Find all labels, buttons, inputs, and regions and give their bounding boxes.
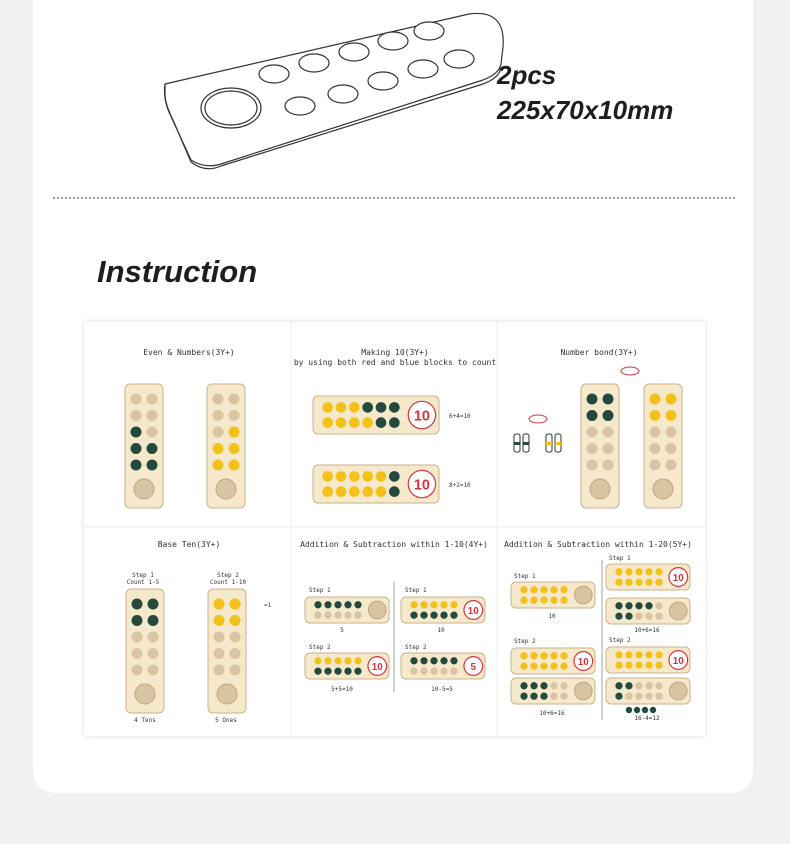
badge-number: 10 [413,408,430,425]
counter-dot [213,443,224,454]
counter-dot [615,579,622,586]
coin-icon [529,415,547,423]
counter-dot [214,665,225,676]
counter-dot [440,668,447,675]
counter-dot [376,417,387,428]
board-large-hole [368,601,386,619]
counter-dot [334,601,341,608]
coin-icon [621,367,639,375]
addsub10-d: 10-5=5 [431,686,453,693]
counter-dot [650,443,661,454]
counter-dot [131,427,142,438]
counter-dot [354,668,361,675]
counter-dot [362,402,373,413]
counter-dot [650,427,661,438]
counter-dot [650,394,661,405]
counter-dot [389,486,400,497]
counter-dot [213,410,224,421]
counter-dot [420,668,427,675]
counter-dot [635,651,642,658]
panel-baseten-title: Base Ten(3Y+) [157,540,221,549]
baseten-step2: Step 2 [217,572,239,579]
counter-dot [314,668,321,675]
counter-dot [635,579,642,586]
counter-dot [540,652,547,659]
badge-number: 10 [467,605,479,617]
counter-dot [230,632,241,643]
addsub10-step1-b: Step 1 [405,587,427,594]
counter-dot [603,427,614,438]
counter-dot [349,471,360,482]
counter-dot [645,568,652,575]
counter-dot [336,486,347,497]
counter-dot [148,632,159,643]
counter-dot [440,657,447,664]
board-large-hole [590,479,610,499]
counter-dot [615,693,622,700]
counter-dot [550,597,557,604]
counter-dot [635,568,642,575]
badge-number: 10 [413,477,430,494]
counter-dot [376,486,387,497]
panel-making10-title: Making 10(3Y+) [361,348,429,357]
counter-dot [450,601,457,608]
board-large-hole [135,684,155,704]
counter-dot [634,707,640,713]
counter-dot [324,668,331,675]
counter-dot [560,586,567,593]
counter-dot [530,682,537,689]
counter-dot [603,443,614,454]
baseten-side: =1 [264,602,272,609]
counter-dot [540,663,547,670]
dotted-divider [53,197,735,199]
counter-dot [213,460,224,471]
counter-dot [230,599,241,610]
dimensions-text: 225x70x10mm [497,95,674,125]
counter-dot [655,579,662,586]
counter-dot [530,652,537,659]
counter-dot [148,648,159,659]
counter-dot [389,402,400,413]
counter-dot [625,602,632,609]
counter-dot [587,394,598,405]
baseten-step2-sub: Count 1-10 [209,579,247,586]
counter-dot [666,410,677,421]
quantity-text: 2pcs [497,60,557,90]
counter-dot [410,657,417,664]
counter-dot [550,652,557,659]
badge-number: 10 [371,661,383,673]
counter-dot [354,657,361,664]
counter-dot [530,597,537,604]
counter-dot [229,443,240,454]
counter-dot [440,612,447,619]
counter-dot [376,471,387,482]
counter-dot [131,443,142,454]
baseten-step1-sub: Count 1-5 [126,579,160,586]
baseten-label1: 4 Tens [134,717,156,724]
counter-dot [324,657,331,664]
counter-dot [349,417,360,428]
counter-dot [148,615,159,626]
making10-eq1: 6+4=10 [449,413,471,420]
addsub20-step2-b: Step 2 [609,637,631,644]
counter-dot [635,693,642,700]
counter-dot [666,460,677,471]
panel-addsub10-title: Addition & Subtraction within 1-10(4Y+) [300,540,488,549]
counter-dot [615,662,622,669]
counter-dot [603,460,614,471]
counter-dot [344,668,351,675]
counter-dot [625,662,632,669]
counter-dot [420,601,427,608]
counter-dot [587,460,598,471]
counter-dot [147,427,158,438]
counter-dot [214,615,225,626]
counter-dot [550,693,557,700]
badge-number: 5 [470,661,477,673]
baseten-label2: 5 Ones [215,717,237,724]
counter-dot [336,417,347,428]
block-stack-band [546,442,552,445]
counter-dot [666,443,677,454]
counter-dot [450,612,457,619]
counter-dot [147,443,158,454]
counter-dot [148,665,159,676]
counter-dot [132,632,143,643]
counter-dot [322,417,333,428]
counter-dot [615,568,622,575]
counter-dot [354,612,361,619]
addsub20-d: 16-4=12 [634,715,660,722]
counter-dot [642,707,648,713]
board-large-hole [574,586,592,604]
counter-dot [615,682,622,689]
counter-dot [132,648,143,659]
board-large-hole [574,682,592,700]
badge-number: 10 [672,655,684,667]
board-large-hole [134,479,154,499]
counter-dot [655,602,662,609]
counter-dot [344,612,351,619]
counter-dot [131,460,142,471]
counter-dot [625,579,632,586]
counter-dot [645,579,652,586]
counter-dot [655,568,662,575]
counter-dot [229,460,240,471]
counter-dot [344,601,351,608]
counter-dot [362,471,373,482]
addsub10-b: 10 [437,627,445,634]
baseten-step1: Step 1 [132,572,154,579]
counter-dot [213,427,224,438]
panel-addsub20-boards [511,564,690,713]
counter-dot [625,613,632,620]
counter-dot [230,665,241,676]
counter-dot [587,410,598,421]
counter-dot [430,601,437,608]
panel-even-title: Even & Numbers(3Y+) [143,348,235,357]
panel-baseten-boards [126,589,246,713]
counter-dot [324,601,331,608]
counter-dot [214,599,225,610]
counter-dot [635,613,642,620]
panel-bond-boards [514,367,682,508]
counter-dot [520,693,527,700]
addsub20-c: 10+6=16 [539,710,565,717]
counter-dot [645,693,652,700]
counter-dot [314,601,321,608]
badge-number: 10 [577,656,589,668]
counter-dot [625,651,632,658]
board-large-hole [653,479,673,499]
panel-even-boards [125,384,245,508]
counter-dot [530,663,537,670]
counter-dot [430,612,437,619]
counter-dot [430,668,437,675]
addsub10-c: 5+5=10 [331,686,353,693]
counter-dot [560,663,567,670]
board-large-hole [669,602,687,620]
counter-dot [322,471,333,482]
counter-dot [655,693,662,700]
counter-dot [362,417,373,428]
block-stack-band [514,442,520,445]
counter-dot [645,613,652,620]
counter-dot [410,668,417,675]
counter-dot [132,665,143,676]
addsub20-step1-b: Step 1 [609,555,631,562]
counter-dot [560,652,567,659]
counter-dot [334,612,341,619]
board-large-hole [217,684,237,704]
counter-dot [666,427,677,438]
counter-dot [625,568,632,575]
counter-dot [322,402,333,413]
counter-dot [214,632,225,643]
counter-dot [520,586,527,593]
counter-dot [587,443,598,454]
counter-dot [540,693,547,700]
counter-dot [420,612,427,619]
addsub10-step2-a: Step 2 [309,644,331,651]
addsub20-a: 10 [548,613,556,620]
counter-dot [229,410,240,421]
counter-dot [550,663,557,670]
addsub10-step2-b: Step 2 [405,644,427,651]
counter-dot [550,586,557,593]
counter-dot [655,651,662,658]
counter-dot [344,657,351,664]
counter-dot [540,586,547,593]
counter-dot [334,668,341,675]
tray-illustration [161,12,511,172]
counter-dot [229,427,240,438]
counter-dot [314,657,321,664]
panel-making10-subtitle: by using both red and blue blocks to count [293,358,497,367]
counter-dot [625,693,632,700]
counter-dot [450,668,457,675]
counter-dot [560,682,567,689]
instruction-sheet [84,322,705,736]
counter-dot [230,615,241,626]
counter-dot [615,651,622,658]
block-stack-band [523,442,529,445]
counter-dot [666,394,677,405]
counter-dot [229,394,240,405]
counter-dot [560,597,567,604]
counter-dot [336,471,347,482]
panel-bond-title: Number bond(3Y+) [560,348,638,357]
counter-dot [520,652,527,659]
addsub10-a: 5 [340,627,344,634]
counter-dot [131,410,142,421]
board-large-hole [216,479,236,499]
counter-dot [645,662,652,669]
counter-dot [625,682,632,689]
panel-addsub20-title: Addition & Subtraction within 1-20(5Y+) [504,540,692,549]
counter-dot [147,460,158,471]
counter-dot [132,615,143,626]
counter-dot [410,601,417,608]
board-large-hole [669,682,687,700]
counter-dot [645,682,652,689]
counter-dot [530,586,537,593]
counter-dot [626,707,632,713]
panel-making10-boards [313,396,439,503]
counter-dot [322,486,333,497]
counter-dot [655,613,662,620]
counter-dot [314,612,321,619]
counter-dot [520,597,527,604]
addsub20-step2-a: Step 2 [514,638,536,645]
counter-dot [540,682,547,689]
counter-dot [560,693,567,700]
counter-dot [520,682,527,689]
addsub20-step1-a: Step 1 [514,573,536,580]
counter-dot [635,602,642,609]
counter-dot [389,417,400,428]
making10-eq2: 8+2=10 [449,482,471,489]
badge-number: 10 [672,572,684,584]
counter-dot [420,657,427,664]
counter-dot [650,410,661,421]
counter-dot [230,648,241,659]
counter-dot [336,402,347,413]
counter-dot [131,394,142,405]
counter-dot [650,460,661,471]
counter-dot [147,394,158,405]
counter-dot [324,612,331,619]
counter-dot [389,471,400,482]
counter-dot [349,402,360,413]
addsub20-b: 10+6=16 [634,627,660,634]
counter-dot [132,599,143,610]
counter-dot [550,682,557,689]
counter-dot [603,394,614,405]
counter-dot [214,648,225,659]
addsub10-step1-a: Step 1 [309,587,331,594]
counter-dot [540,597,547,604]
counter-dot [148,599,159,610]
counter-dot [440,601,447,608]
counter-dot [362,486,373,497]
counter-dot [645,602,652,609]
counter-dot [410,612,417,619]
counter-dot [213,394,224,405]
counter-dot [530,693,537,700]
counter-dot [645,651,652,658]
counter-dot [587,427,598,438]
counter-dot [655,662,662,669]
counter-dot [147,410,158,421]
counter-dot [603,410,614,421]
counter-dot [430,657,437,664]
counter-dot [376,402,387,413]
counter-dot [655,682,662,689]
counter-dot [635,662,642,669]
counter-dot [450,657,457,664]
counter-dot [615,613,622,620]
counter-dot [650,707,656,713]
counter-dot [349,486,360,497]
section-heading: Instruction [97,254,258,289]
counter-dot [615,602,622,609]
counter-dot [354,601,361,608]
panel-addsub10-boards [305,597,485,679]
counter-dot [635,682,642,689]
counter-dot [520,663,527,670]
counter-dot [334,657,341,664]
block-stack-band [555,442,561,445]
